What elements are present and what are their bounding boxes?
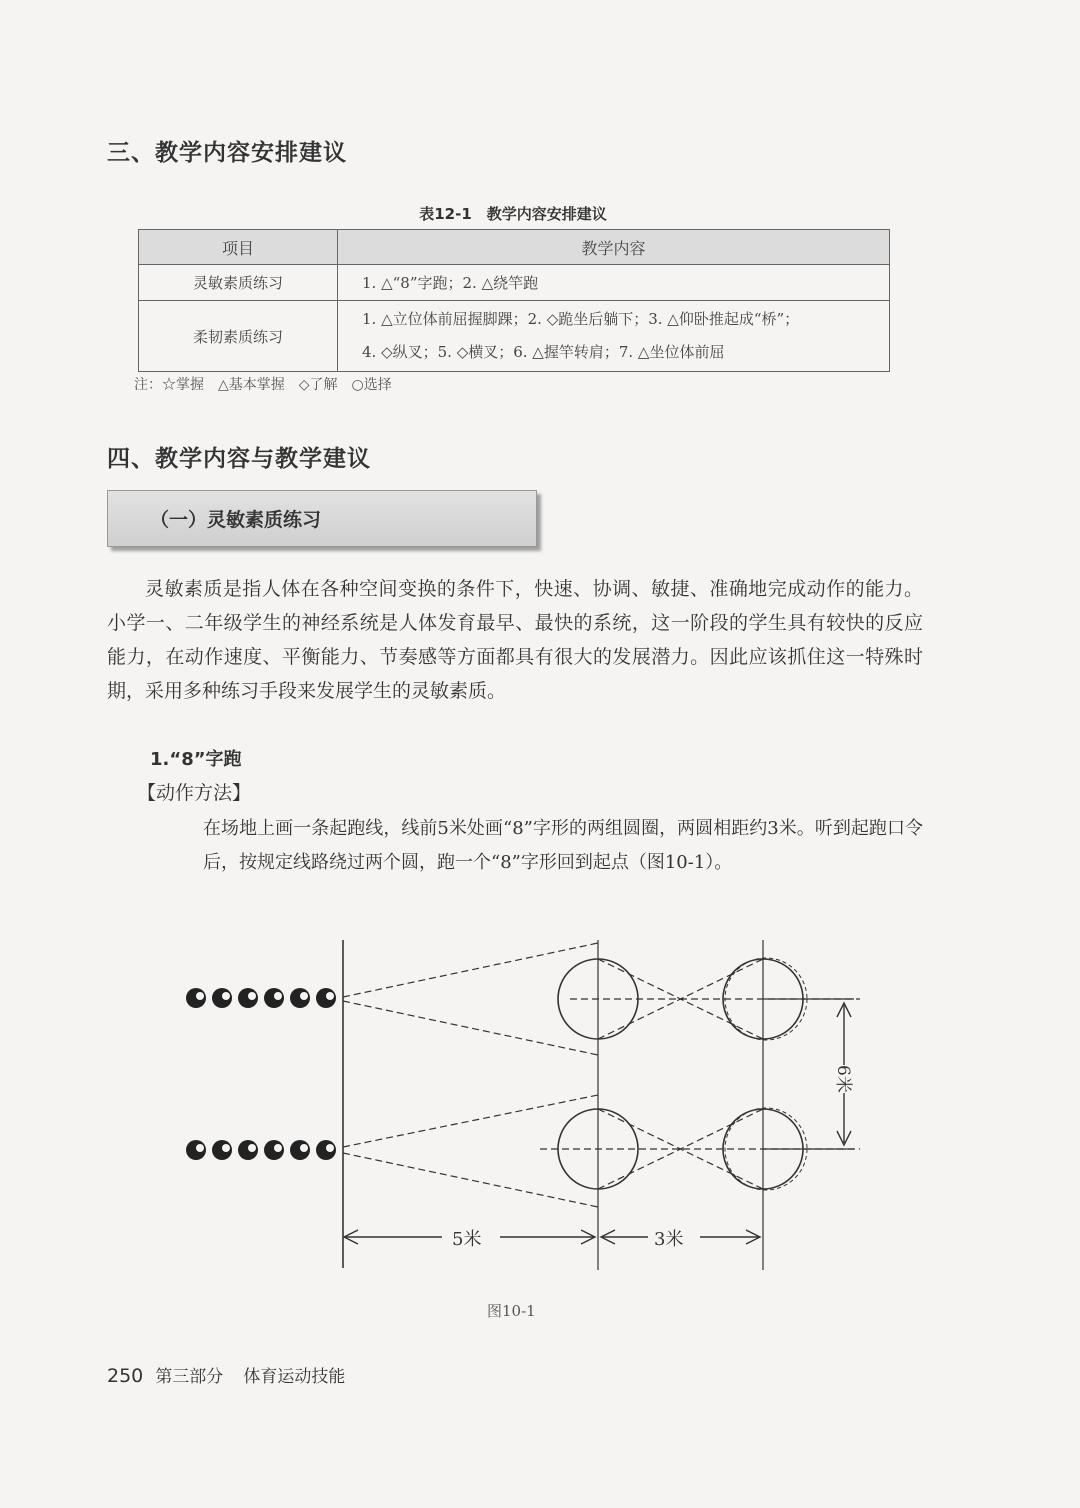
method-label: 【动作方法】	[137, 782, 252, 804]
figure-10-1	[160, 925, 920, 1295]
footer-title: 体育运动技能	[243, 1367, 346, 1387]
method-text: 在场地上画一条起跑线，线前5米处画“8”字形的两组圆圈，两圆相距约3米。听到起跑口令后，按规定线路绕过两个圆，跑一个“8”字形回到起点（图10-1）。	[203, 818, 923, 873]
label-6m: 6米	[833, 1065, 853, 1093]
intro-paragraph	[107, 572, 923, 708]
label-3m: 3米	[654, 1229, 684, 1250]
page-number: 250	[107, 1365, 144, 1387]
table-header-row	[139, 230, 890, 265]
table-header-item: 项目	[139, 230, 338, 265]
footer-part: 第三部分	[155, 1367, 224, 1387]
table-cell-content	[338, 301, 890, 372]
label-5m: 5米	[452, 1229, 482, 1250]
subsection-banner	[107, 490, 537, 547]
section-3-heading: 三、教学内容安排建议	[107, 140, 347, 166]
table-cell-item: 柔韧素质练习	[139, 301, 338, 372]
arrangement-table-wrap	[138, 229, 890, 372]
runners-bottom-row	[186, 1140, 336, 1160]
runners-top-row	[186, 988, 336, 1008]
table-caption: 表12-1 教学内容安排建议	[419, 205, 607, 223]
page-footer	[107, 1362, 345, 1387]
table-note: 注：☆掌握 △基本掌握 ◇了解 ○选择	[134, 377, 392, 393]
section-4-heading: 四、教学内容与教学建议	[107, 446, 371, 472]
table-cell-item: 灵敏素质练习	[139, 265, 338, 301]
table-cell-line: 4. ◇纵叉；5. ◇横叉；6. △握竿转肩；7. △坐位体前屈	[362, 343, 725, 361]
table-row	[139, 265, 890, 301]
table-row	[139, 301, 890, 372]
arrangement-table	[138, 229, 890, 372]
subsection-title: （一）灵敏素质练习	[150, 509, 322, 531]
table-cell-line: 1. △立位体前屈握脚踝；2. ◇跪坐后躺下；3. △仰卧推起成“桥”；	[362, 310, 800, 328]
intro-paragraph-text: 灵敏素质是指人体在各种空间变换的条件下，快速、协调、敏捷、准确地完成动作的能力。小学一、二年级学生的神经系统是人体发育最早、最快的系统，这一阶段的学生具有较快的反应能力，在动作速度、平衡能力、节奏感等方面都具有很大的发展潜力。因此应该抓住这一特殊时期，采用多种练习手段来发展学生的灵敏素质。	[107, 578, 923, 702]
table-header-content: 教学内容	[338, 230, 890, 265]
figure-caption: 图10-1	[487, 1302, 536, 1320]
table-cell-content: 1. △“8”字跑；2. △绕竿跑	[338, 265, 890, 301]
item-title: 1.“8”字跑	[150, 749, 242, 770]
